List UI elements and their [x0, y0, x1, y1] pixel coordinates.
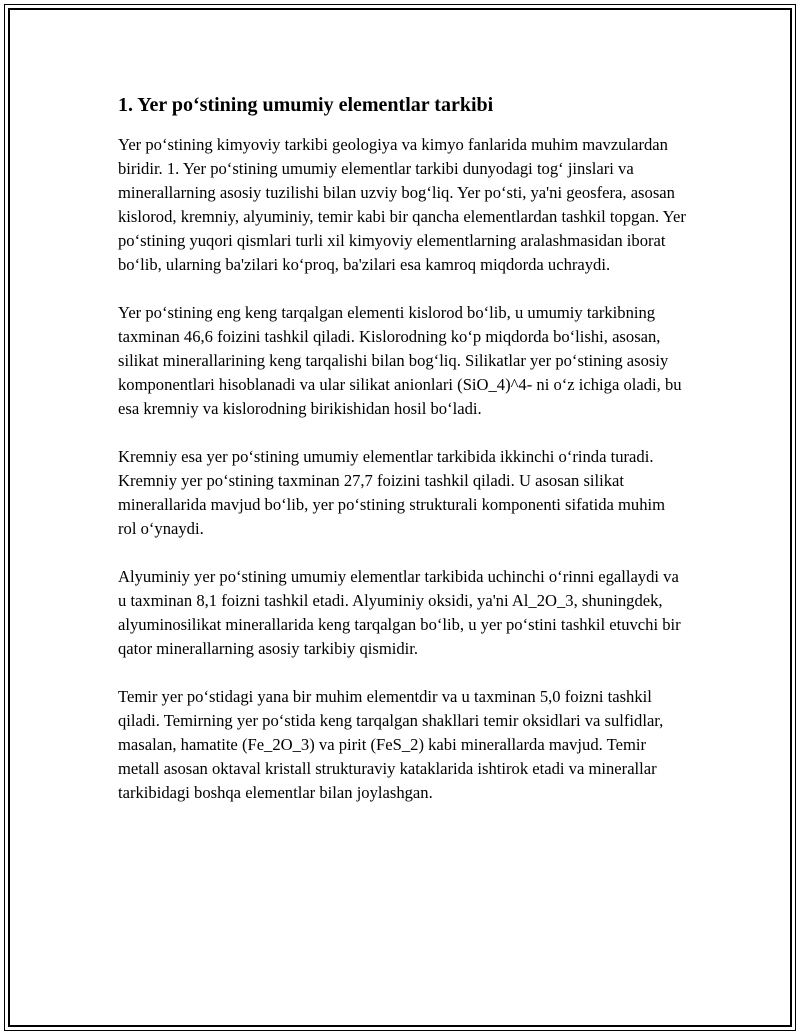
paragraph-intro: Yer po‘stining kimyoviy tarkibi geologiya va kimyo fanlarida muhim mavzulardan biridir. 1. Yer po‘stining umumiy elementlar tarkibi dunyodagi tog‘ jinslari va minerallarning asosiy tuzilishi bilan uzviy bog‘liq. Yer po‘sti, ya'ni geosfera, asosan kislorod, kremniy, alyuminiy, temir kabi bir qancha elementlardan tashkil topgan. Yer po‘stining yuqori qismlari turli xil kimyoviy elementlarning aralashmasidan iborat bo‘lib, ularning ba'zilari ko‘proq, ba'zilari esa kamroq miqdorda uchraydi.: [118, 135, 686, 274]
paragraph-iron: Temir yer po‘stidagi yana bir muhim elementdir va u taxminan 5,0 foizni tashkil qiladi. Temirning yer po‘stida keng tarqalgan shakllari temir oksidlari va sulfidlar, masalan, hamatite (Fe_2O_3) va pirit (FeS_2) kabi minerallarda mavjud. Temir metall asosan oktaval kristall strukturaviy kataklarida ishtirok etadi va minerallar tarkibidagi boshqa elementlar bilan joylashgan.: [118, 687, 664, 802]
paragraph-silicon: Kremniy esa yer po‘stining umumiy elementlar tarkibida ikkinchi o‘rinda turadi. Kremniy yer po‘stining taxminan 27,7 foizini tashkil qiladi. U asosan silikat minerallarida mavjud bo‘lib, yer po‘stining strukturali komponenti sifatida muhim rol o‘ynaydi.: [118, 447, 666, 538]
paragraph-oxygen: Yer po‘stining eng keng tarqalgan elementi kislorod bo‘lib, u umumiy tarkibning taxminan 46,6 foizini tashkil qiladi. Kislorodning ko‘p miqdorda bo‘lishi, asosan, silikat minerallarining keng tarqalishi bilan bog‘liq. Silikatlar yer po‘stining asosiy komponentlari hisoblanadi va ular silikat anionlari (SiO_4)^4- ni o‘z ichiga oladi, bu esa kremniy va kislorodning birikishidan hosil bo‘ladi.: [118, 303, 682, 418]
document-body: [118, 92, 686, 829]
paragraph-aluminium: Alyuminiy yer po‘stining umumiy elementlar tarkibida uchinchi o‘rinni egallaydi va u taxminan 8,1 foizni tashkil etadi. Alyuminiy oksidi, ya'ni Al_2O_3, shuningdek, alyuminosilikat minerallarida keng tarqalgan bo‘lib, u yer po‘stini tashkil etuvchi bir qator minerallarning asosiy tarkibiy qismidir.: [118, 567, 681, 658]
section-heading: 1. Yer po‘stining umumiy elementlar tarkibi: [118, 94, 494, 116]
